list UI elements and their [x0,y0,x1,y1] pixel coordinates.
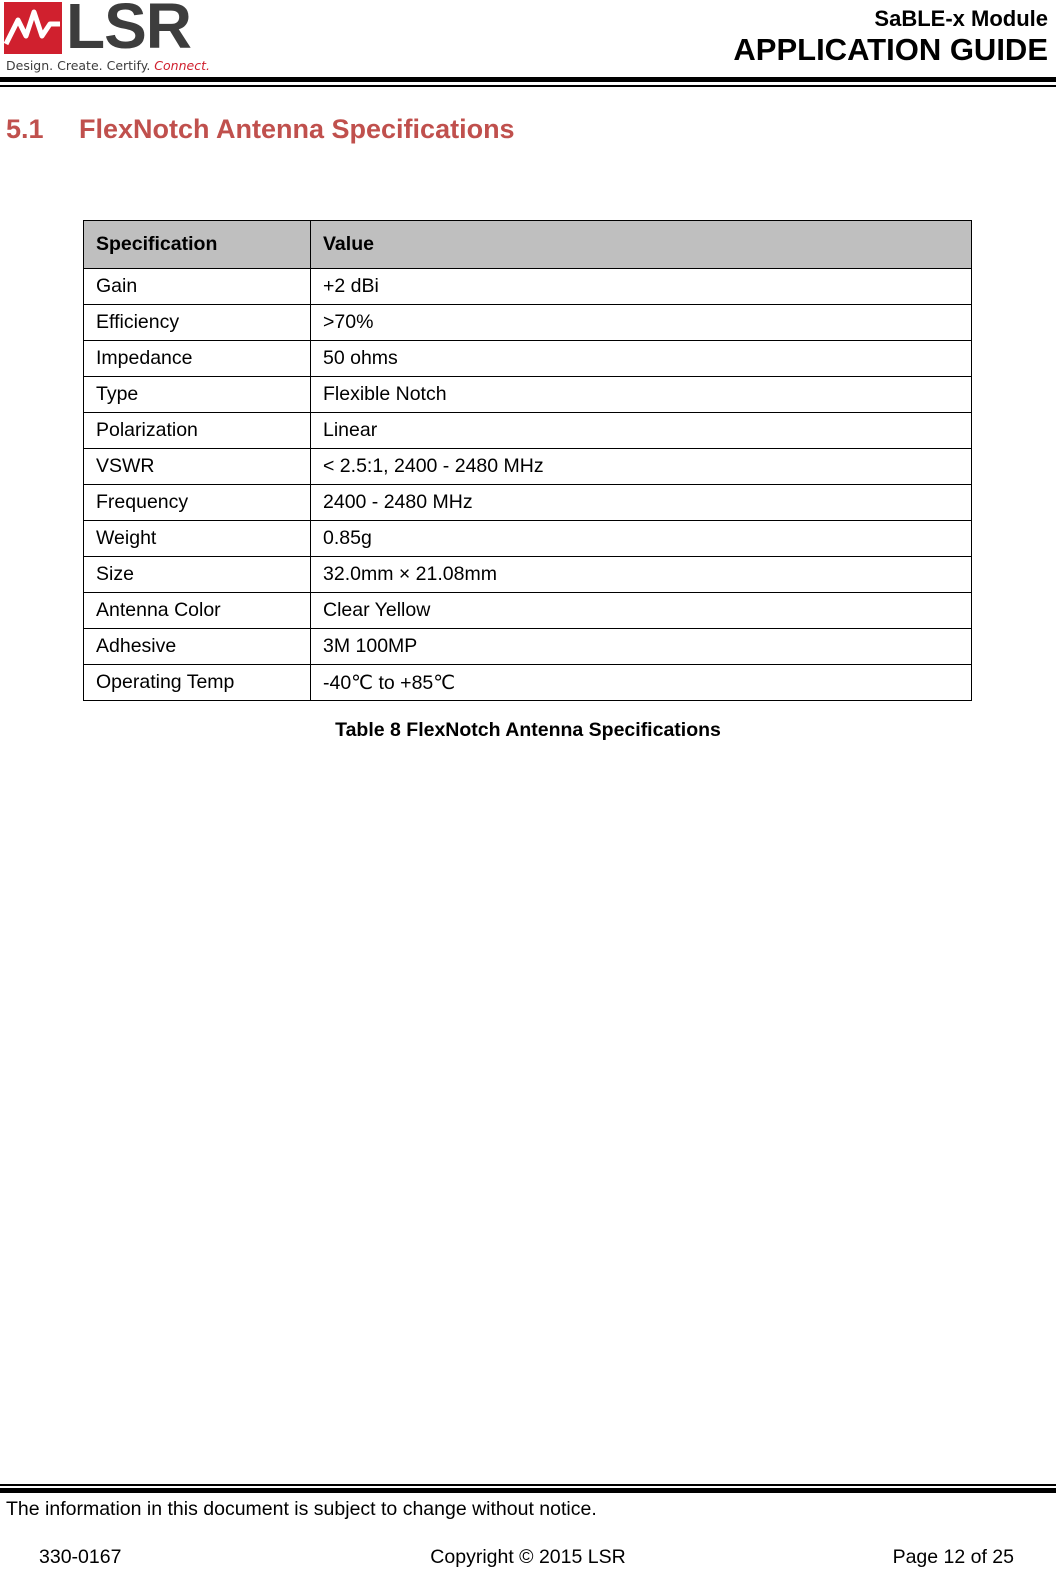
spec-cell: Antenna Color [84,593,311,629]
spec-cell: Polarization [84,413,311,449]
section-number: 5.1 [6,114,44,144]
value-cell: < 2.5:1, 2400 - 2480 MHz [311,449,972,485]
value-cell: >70% [311,305,972,341]
section-title: FlexNotch Antenna Specifications [79,114,515,144]
value-cell: -40℃ to +85℃ [311,665,972,701]
table-row [84,593,972,629]
spec-cell: Impedance [84,341,311,377]
value-cell: Flexible Notch [311,377,972,413]
logo-wordmark: LSR [66,0,191,62]
spec-cell: Gain [84,269,311,305]
document-number: 330-0167 [39,1546,122,1568]
value-cell: Linear [311,413,972,449]
table-row [84,629,972,665]
table-row [84,305,972,341]
spec-cell: Size [84,557,311,593]
table-row [84,341,972,377]
value-cell: 3M 100MP [311,629,972,665]
table-row [84,269,972,305]
company-logo [4,0,210,74]
spec-cell: Frequency [84,485,311,521]
table-row [84,485,972,521]
value-cell: 32.0mm × 21.08mm [311,557,972,593]
table-row [84,557,972,593]
header-rule [0,77,1056,82]
spec-cell: Adhesive [84,629,311,665]
value-cell: 50 ohms [311,341,972,377]
spec-cell: Type [84,377,311,413]
spec-table [83,220,972,701]
page-number: Page 12 of 25 [892,1546,1014,1568]
logo-tagline-accent: Connect. [154,58,210,73]
footer-rule [0,1488,1056,1493]
logo-tagline-text: Design. Create. Certify. [6,58,151,73]
value-cell: 0.85g [311,521,972,557]
logo-tagline [6,58,210,73]
footer-notice: The information in this document is subject to change without notice. [6,1498,597,1520]
footer-rule-thin [0,1484,1056,1486]
spec-cell: Efficiency [84,305,311,341]
column-header-specification: Specification [84,221,311,269]
value-cell: +2 dBi [311,269,972,305]
table-row [84,521,972,557]
header-rule-thin [0,85,1056,87]
value-cell: Clear Yellow [311,593,972,629]
spec-cell: Weight [84,521,311,557]
spec-cell: VSWR [84,449,311,485]
table-row [84,449,972,485]
document-type: APPLICATION GUIDE [733,32,1048,67]
column-header-value: Value [311,221,972,269]
table-header-row [84,221,972,269]
product-name: SaBLE-x Module [874,6,1048,31]
lsr-logo-icon [4,2,62,54]
table-row [84,413,972,449]
table-row [84,665,972,701]
table-caption: Table 8 FlexNotch Antenna Specifications [335,719,721,741]
document-header [733,6,1048,67]
table-row [84,377,972,413]
value-cell: 2400 - 2480 MHz [311,485,972,521]
copyright: Copyright © 2015 LSR [430,1546,626,1568]
spec-cell: Operating Temp [84,665,311,701]
section-heading [6,114,515,145]
